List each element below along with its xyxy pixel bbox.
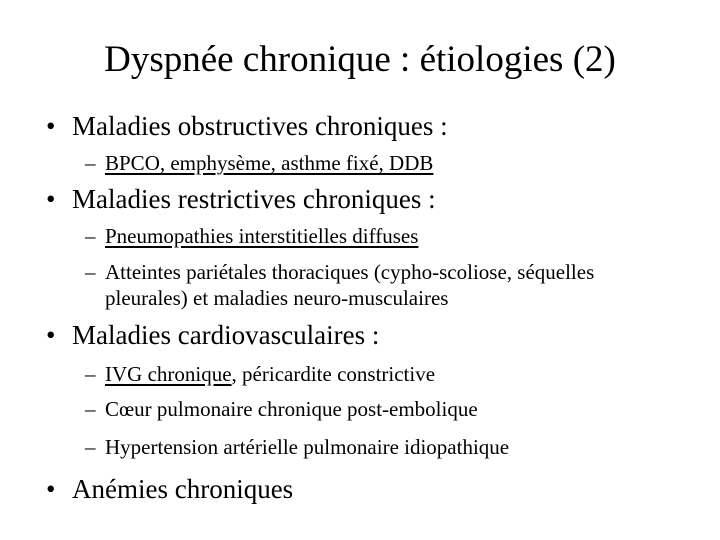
bullet-obstructive <box>46 110 448 142</box>
bullet-text: Maladies restrictives chroniques : <box>72 184 436 214</box>
sub-item-underlined-text: BPCO, emphysème, asthme fixé, DDB <box>105 151 434 175</box>
sub-item-underlined-text: IVG chronique <box>105 362 232 386</box>
dash-glyph: – <box>85 260 96 284</box>
bullet-glyph: • <box>46 111 56 141</box>
sub-item-underlined-text: Pneumopathies interstitielles diffuses <box>105 224 419 248</box>
sub-item-text: , péricardite constrictive <box>231 362 436 386</box>
bullet-restrictive <box>46 183 436 215</box>
bullet-glyph: • <box>46 474 56 504</box>
dash-glyph: – <box>85 362 96 386</box>
bullet-text: Maladies cardiovasculaires : <box>72 320 380 350</box>
sub-item-coeur-pulmonaire <box>85 396 478 422</box>
dash-glyph: – <box>85 151 96 175</box>
sub-item-pneumopathies <box>85 223 418 249</box>
bullet-cardiovascular <box>46 319 379 351</box>
sub-item-htap <box>85 434 509 460</box>
slide-title: Dyspnée chronique : étiologies (2) <box>104 39 616 80</box>
sub-item-continuation: pleurales) et maladies neuro-musculaires <box>105 286 449 310</box>
bullet-glyph: • <box>46 184 56 214</box>
sub-item-bpco <box>85 150 433 176</box>
dash-glyph: – <box>85 397 96 421</box>
bullet-anemies <box>46 473 293 505</box>
bullet-text: Maladies obstructives chroniques : <box>72 111 448 141</box>
dash-glyph: – <box>85 435 96 459</box>
bullet-glyph: • <box>46 320 56 350</box>
sub-item-text: Atteintes pariétales thoraciques (cypho-scoliose, séquelles <box>105 260 595 284</box>
dash-glyph: – <box>85 224 96 248</box>
sub-item-text: Hypertension artérielle pulmonaire idiopathique <box>105 435 510 459</box>
sub-item-ivg <box>85 361 435 387</box>
bullet-text: Anémies chroniques <box>72 474 294 504</box>
sub-item-text: Cœur pulmonaire chronique post-embolique <box>105 397 478 421</box>
sub-item-atteintes <box>85 259 594 311</box>
